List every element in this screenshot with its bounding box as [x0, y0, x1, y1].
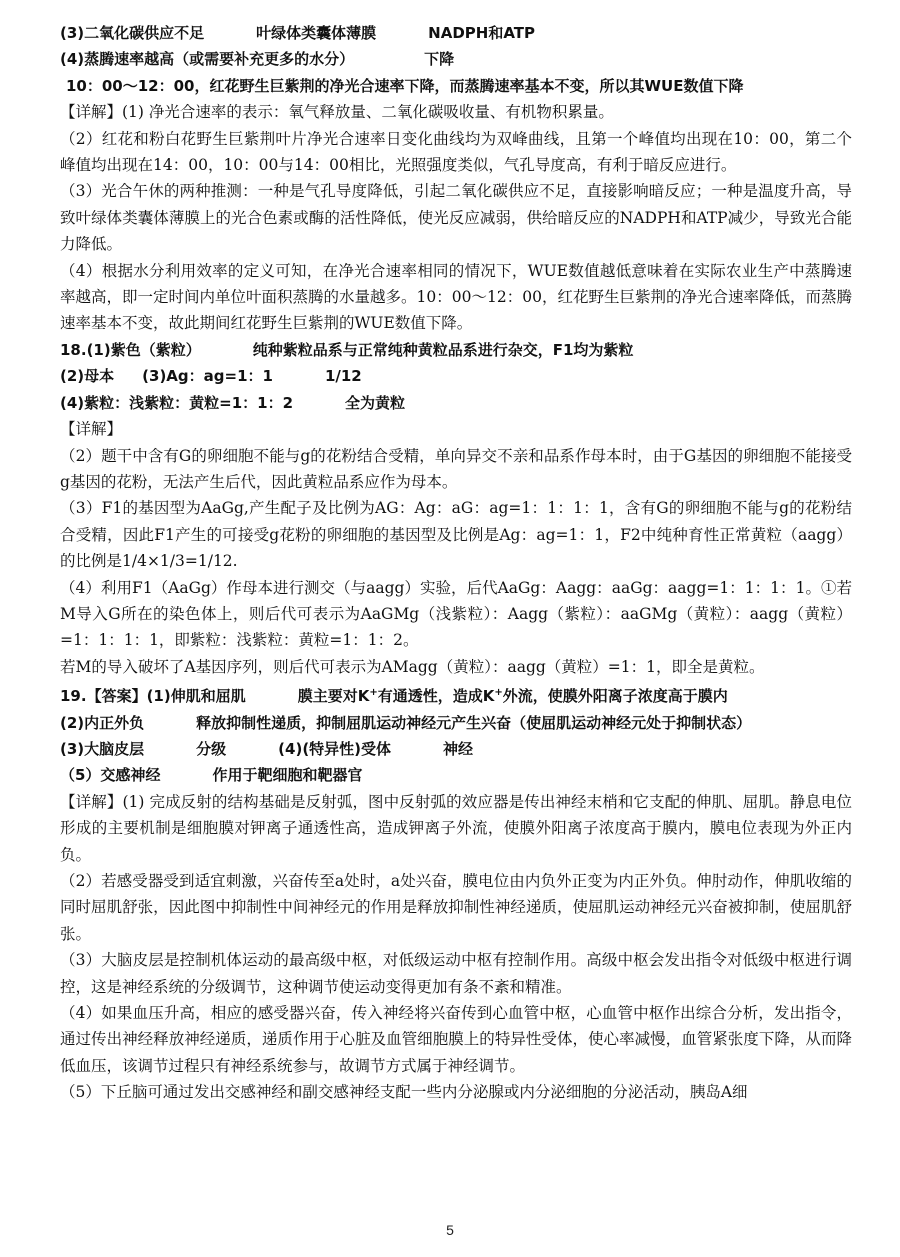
q17-answer-3: (3)二氧化碳供应不足 叶绿体类囊体薄膜 NADPH和ATP — [60, 24, 536, 42]
page-number: 5 — [446, 1222, 454, 1238]
q17-detail-4: （4）根据水分利用效率的定义可知，在净光合速率相同的情况下，WUE数值越低意味着在实际农业生产中蒸腾速率越高，即一定时间内单位叶面积蒸腾的水量越多。10：00～12：00，红花野生巨紫荆的净光合速率降低，而蒸腾速率基本不变，故此期间红花野生巨紫荆的WUE数值下降。 — [60, 261, 852, 333]
q18-answer-2-3: (2)母本 (3)Ag：ag=1：1 1/12 — [60, 367, 362, 386]
q19-detail-5: （5）下丘脑可通过发出交感神经和副交感神经支配一些内分泌腺或内分泌细胞的分泌活动，胰岛A细 — [60, 1083, 748, 1102]
q18-detail-heading: 【详解】 — [60, 420, 123, 439]
q18-answer-4: (4)紫粒：浅紫粒：黄粒=1：1：2 全为黄粒 — [60, 393, 406, 412]
q17-detail-1: 【详解】(1) 净光合速率的表示：氧气释放量、二氧化碳吸收量、有机物积累量。 — [60, 103, 614, 122]
q19-detail-3: （3）大脑皮层是控制机体运动的最高级中枢，对低级运动中枢有控制作用。高级中枢会发出指令对低级中枢进行调控，这是神经系统的分级调节，这种调节使运动变得更加有条不紊和精准。 — [60, 951, 852, 996]
q18-detail-2: （3）F1的基因型为AaGg,产生配子及比例为AG：Ag：aG：ag=1：1：1：1，含有G的卵细胞不能与g的花粉结合受精，因此F1产生的可接受g花粉的卵细胞的基因型及比例是Ag：ag=1：1，F2中纯种育性正常黄粒（aagg）的比例是1/4×1/3=1/12. — [60, 499, 852, 571]
q19-answer-1: 19.【答案】(1)伸肌和屈肌 膜主要对K+有通透性，造成K+外流，使膜外阳离子浓度高于膜内 — [60, 687, 728, 706]
q19-answer-2: (2)内正外负 释放抑制性递质，抑制屈肌运动神经元产生兴奋（使屈肌运动神经元处于抑制状态） — [60, 713, 752, 732]
q19-detail-2: （2）若感受器受到适宜刺激，兴奋传至a处时，a处兴奋，膜电位由内负外正变为内正外负。伸肘动作，伸肌收缩的同时屈肌舒张，因此图中抑制性中间神经元的作用是释放抑制性神经递质，使屈肌运动神经元兴奋被抑制，使屈肌舒张。 — [60, 872, 852, 943]
q18-answer-1: 18.(1)紫色（紫粒） 纯种紫粒品系与正常纯种黄粒品系进行杂交，F1均为紫粒 — [60, 340, 634, 359]
answer-content — [60, 20, 852, 1106]
q19-answer-5: （5）交感神经 作用于靶细胞和靶器官 — [60, 766, 363, 785]
q17-answer-4: (4)蒸腾速率越高（或需要补充更多的水分） 下降 — [60, 50, 455, 69]
q18-detail-1: （2）题干中含有G的卵细胞不能与g的花粉结合受精，单向异交不亲和品系作母本时，由于G基因的卵细胞不能接受g基因的花粉，无法产生后代，因此黄粒品系应作为母本。 — [60, 446, 852, 491]
q17-detail-2: （2）红花和粉白花野生巨紫荆叶片净光合速率日变化曲线均为双峰曲线，且第一个峰值均出现在10：00，第二个峰值均出现在14：00，10：00与14：00相比，光照强度类似，气孔导度高，有利于暗反应进行。 — [60, 129, 852, 175]
q19-detail-1: 【详解】(1) 完成反射的结构基础是反射弧，图中反射弧的效应器是传出神经末梢和它支配的伸肌、屈肌。静息电位形成的主要机制是细胞膜对钾离子通透性高，造成钾离子外流，使膜外阳离子浓度高于膜内，膜电位表现为外正内负。 — [60, 792, 852, 864]
q18-detail-3: （4）利用F1（AaGg）作母本进行测交（与aagg）实验，后代AaGg：Aagg：aaGg：aagg=1：1：1：1。①若M导入G所在的染色体上，则后代可表示为AaGMg（浅紫粒）：Aagg（紫粒）：aaGMg（黄粒）：aagg（黄粒）=1：1：1：1，即紫粒：浅紫粒：黄粒=1：1：2。 — [60, 578, 852, 650]
q19-detail-4: （4）如果血压升高，相应的感受器兴奋，传入神经将兴奋传到心血管中枢，心血管中枢作出综合分析，发出指令，通过传出神经释放神经递质，递质作用于心脏及血管细胞膜上的特异性受体，使心率减慢，血管紧张度下降，从而降低血压，该调节过程只有神经系统参与，故调节方式属于神经调节。 — [60, 1004, 852, 1075]
q17-detail-3: （3）光合午休的两种推测：一种是气孔导度降低，引起二氧化碳供应不足，直接影响暗反应；一种是温度升高，导致叶绿体类囊体薄膜上的光合色素或酶的活性降低，使光反应减弱，供给暗反应的NADPH和ATP减少，导致光合能力降低。 — [60, 182, 852, 254]
q18-detail-4: 若M的导入破坏了A基因序列，则后代可表示为AMagg（黄粒）：aagg（黄粒）=1：1，即全是黄粒。 — [60, 657, 765, 676]
q17-answer-4b: 10：00～12：00，红花野生巨紫荆的净光合速率下降，而蒸腾速率基本不变，所以其WUE数值下降 — [66, 76, 744, 95]
q19-answer-3-4: (3)大脑皮层 分级 (4)(特异性)受体 神经 — [60, 739, 474, 758]
